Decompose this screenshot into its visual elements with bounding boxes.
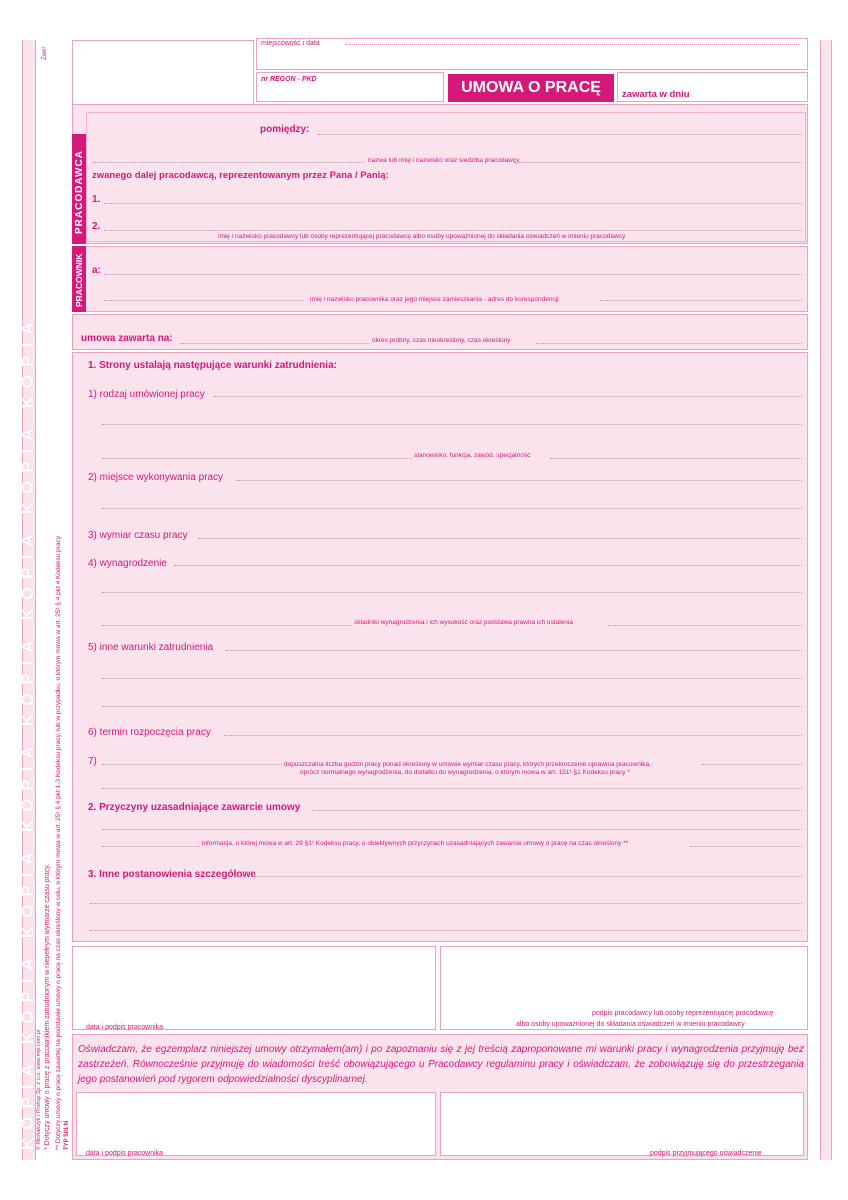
term-5-line-3[interactable] [102, 706, 802, 707]
rep-2-line[interactable] [104, 230, 802, 231]
employer-name-line-2[interactable] [92, 162, 364, 163]
place-date-line [345, 44, 799, 45]
form-code: TYP 501 N [64, 1120, 70, 1150]
employee-line-1[interactable] [104, 274, 802, 275]
kopia-watermark: KOPIA KOPIA KOPIA KOPIA KOPIA KOPIA KOPIA KOPIA [18, 314, 37, 1150]
footnote-1: * Dotyczy umowy o pracę z pracownikiem zatrudnionym w niepełnym wymiarze czasu pracy. [44, 863, 51, 1150]
contract-type-line[interactable] [180, 343, 370, 344]
employee-hint: imię i nazwisko pracownika oraz jego miejsce zamieszkania - adres do korespondencji [310, 296, 559, 303]
publisher-info: © Michalczyk i Prokop Sp. z o.o. www.mip.com.pl [36, 1029, 42, 1150]
other-provisions-heading: 3. Inne postanowienia szczegółowe [88, 869, 256, 880]
employer-signature-label-2: albo osoby upoważnionej do składania oświadczeń w imieniu pracodawcy [516, 1021, 745, 1028]
between-label: pomiędzy: [260, 124, 310, 135]
term-7-line-2[interactable] [702, 764, 802, 765]
employee-a-label: a: [92, 265, 101, 276]
term-4-label: 4) wynagrodzenie [88, 558, 167, 569]
contract-type-hint: okres próbny, czas nieokreślony, czas określony [372, 337, 511, 344]
rep-1-line[interactable] [104, 203, 802, 204]
rep-number-2: 2. [92, 221, 101, 232]
terms-heading: 1. Strony ustalają następujące warunki zatrudnienia: [88, 360, 337, 371]
term-3-line[interactable] [198, 538, 802, 539]
term-4-line-2[interactable] [102, 592, 802, 593]
term-7-line[interactable] [102, 764, 282, 765]
term-7-label: 7) [88, 756, 97, 767]
term-4-line-3[interactable] [102, 625, 352, 626]
employee-line-2[interactable] [104, 300, 304, 301]
footnote-2: ** Dotyczy umowy o pracę zawartej na podstawie umowy o pracę na czas określony w celu, o którym mowa w art. 25¹ § 4 pkt 1-3 Kodeksu pracy, lub w przypadku, o którym mowa w art. 25¹ § 4 pkt 4 Kodeksu pracy [55, 535, 62, 1150]
employer-name-line[interactable] [318, 134, 802, 135]
receiver-signature-label: podpis przyjmującego oświadczenie [650, 1150, 762, 1157]
employer-signature-label-1: podpis pracodawcy lub osoby reprezentującej pracodawcę [592, 1010, 774, 1017]
contract-type-section [72, 314, 808, 350]
place-date-label: miejscowość i data [261, 40, 320, 47]
term-1-hint: stanowisko, funkcja, zawód, specjalność [414, 452, 531, 459]
contract-type-line-2[interactable] [536, 343, 802, 344]
employer-signature-box[interactable] [440, 946, 808, 1030]
term-5-line-2[interactable] [102, 678, 802, 679]
contract-type-label: umowa zawarta na: [81, 333, 173, 344]
term-7-hint-1: dopuszczalna liczba godzin pracy ponad określony w umowie wymiar czasu pracy, których przekroczenie uprawnia pracownika, [284, 761, 651, 768]
reasons-heading: 2. Przyczyny uzasadniające zawarcie umowy [88, 802, 301, 813]
concluded-date-label: zawarta w dniu [622, 89, 690, 100]
employee-line-3[interactable] [600, 300, 802, 301]
term-4-hint: składniki wynagrodzenia i ich wysokość oraz podstawa prawna ich ustalenia [354, 619, 573, 626]
right-side-strip [820, 40, 832, 1160]
term-1-line-1[interactable] [214, 396, 802, 397]
term-3-label: 3) wymiar czasu pracy [88, 530, 188, 541]
reasons-line-4[interactable] [690, 846, 802, 847]
term-5-line-1[interactable] [226, 650, 802, 651]
regon-box[interactable] [256, 72, 444, 102]
employer-name-hint: nazwa lub imię i nazwisko oraz siedziba pracodawcy [368, 157, 520, 164]
employee-signature-box-2[interactable] [76, 1092, 436, 1156]
receiver-signature-box[interactable] [440, 1092, 804, 1156]
employee-signature-label-2: data i podpis pracownika [86, 1150, 164, 1157]
term-1-line-3[interactable] [102, 458, 412, 459]
concluded-date-box[interactable] [617, 72, 808, 102]
represented-label: zwanego dalej pracodawcą, reprezentowanym przez Pana / Panią: [92, 170, 389, 181]
term-7-hint-2: oprócz normalnego wynagrodzenia, do dodatku do wynagrodzenia, o którym mowa w art. 151¹ §1 Kodeksu pracy * [300, 769, 630, 776]
term-5-label: 5) inne warunki zatrudnienia [88, 642, 214, 653]
term-7-line-3[interactable] [102, 788, 802, 789]
reasons-line-1[interactable] [312, 810, 802, 811]
employee-signature-label-1: data i podpis pracownika [86, 1024, 164, 1031]
rep-number-1: 1. [92, 194, 101, 205]
term-2-line-2[interactable] [102, 508, 802, 509]
employer-tab-label: PRACODAWCA [74, 150, 85, 234]
employee-signature-box-1[interactable] [72, 946, 436, 1030]
term-2-line-1[interactable] [236, 480, 802, 481]
term-2-label: 2) miejsce wykonywania pracy [88, 472, 224, 483]
term-4-line-4[interactable] [608, 625, 802, 626]
regon-label: nr REGON - PKD [261, 76, 317, 83]
document-title: UMOWA O PRACĘ [461, 79, 601, 96]
term-4-line-1[interactable] [174, 565, 802, 566]
term-6-line[interactable] [224, 735, 802, 736]
term-1-line-2[interactable] [102, 424, 802, 425]
rep-hint: imię i nazwisko pracodawcy lub osoby reprezentującej pracodawcę albo osoby upoważnionej do składania oświadczeń w imieniu pracodawcy [218, 233, 626, 240]
employer-name-line-3[interactable] [514, 162, 802, 163]
statement-text: Oświadczam, że egzemplarz niniejszej umowy otrzymałem(am) i po zapoznaniu się z jej treścią zaproponowane mi warunki pracy i wynagrodzenia przyjmuję bez zastrzeżeń. Równocześnie przyjmuję do wiadomości treść obowiązującego u Pracodawcy regulaminu pracy i oświadczam, że zobowiązuję się do przestrzegania jego postanowień pod rygorem odpowiedzialności dyscyplinarnej. [78, 1044, 804, 1085]
term-1-label: 1) rodzaj umówionej pracy [88, 389, 205, 400]
employee-tab-label: PRACOWNIK [74, 253, 84, 307]
other-line-1[interactable] [236, 876, 802, 877]
term-6-label: 6) termin rozpoczęcia pracy [88, 727, 211, 738]
term-1-line-4[interactable] [550, 458, 802, 459]
reasons-line-3[interactable] [102, 846, 200, 847]
corner-code: Zaw! [42, 46, 48, 60]
other-line-3[interactable] [90, 930, 802, 931]
place-date-box[interactable] [256, 38, 808, 70]
other-line-2[interactable] [90, 903, 802, 904]
title-box [448, 74, 614, 102]
reasons-hint: informacja, o której mowa w art. 29 §1¹ Kodeksu pracy, o obiektywnych przyczynach uzasadniających zawarcie umowy o pracę na czas określony ** [202, 840, 629, 847]
reasons-line-2[interactable] [102, 829, 802, 830]
